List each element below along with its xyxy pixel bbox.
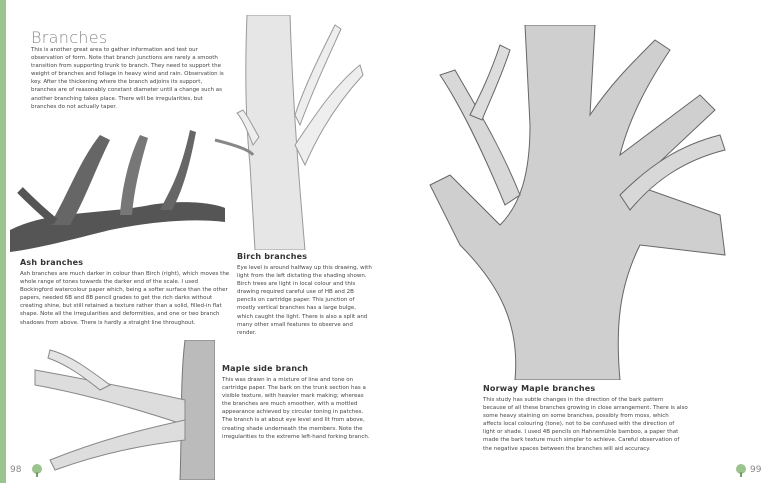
page-number-right: 99 (750, 465, 762, 475)
norway-maple-text: This study has subtle changes in the direction of the bark pattern because of all these branches growing in close arrangement. There is also some heavy staining on some branches, possibly from moss, which affects local colouring (tone), not to be confused with the direction of light or shade. I used 4B pencils on Hahnemühle bamboo, a paper that made the bark texture much simpler to achieve. Careful observation of the negative spaces between the branches will aid accuracy. (483, 397, 688, 452)
tree-icon (30, 463, 44, 477)
birch-heading: Birch branches (237, 252, 308, 261)
norway-maple-heading: Norway Maple branches (483, 384, 596, 393)
ash-heading: Ash branches (20, 258, 84, 267)
tree-icon (734, 463, 748, 477)
maple-side-section (222, 364, 370, 441)
maple-side-heading: Maple side branch (222, 364, 309, 373)
maple-side-branch-drawing (30, 340, 215, 480)
maple-side-text: This was drawn in a mixture of line and tone on cartridge paper. The bark on the trunk section has a visible texture, with heavier mark making; whereas the branches are much smoother, with a mottled appearance achieved by circular toning in patches. The branch is at about eye level and lit from above, creating shade underneath the members. Note the irregularities to the extreme left-hand forking branch. (222, 377, 370, 440)
intro-text: This is another great area to gather information and test our observation of form. Note that branch junctions are rarely a smooth transition from supporting trunk to branch. They need to support the weight of branches and foliage in heavy wind and rain. Observation is key. After the thickening where the branch adjoins its support, branches are of reasonably constant diameter until a change such as another branching takes place. There will be irregularities, but branches do not actually taper. (31, 47, 224, 110)
birch-section (237, 252, 372, 337)
page-number-left: 98 (10, 465, 22, 475)
ash-section (20, 258, 232, 327)
birch-branches-drawing (195, 15, 365, 250)
page-edge-accent (0, 0, 6, 483)
page-title: Branches (31, 28, 108, 47)
norway-maple-drawing (420, 25, 730, 380)
birch-text: Eye level is around halfway up this drawing, with light from the left dictating the shading shown. Birch trees are light in local colour and this drawing required careful use of HB and 2B pencils on cartridge paper. This junction of mostly vertical branches has a large bulge, which caught the light. There is also a split and many other small features to observe and render. (237, 265, 372, 336)
ash-text: Ash branches are much darker in colour than Birch (right), which moves the whole range of tones towards the darker end of the scale. I used Bockingford watercolour paper which, being a softer surface than the other papers, needed 6B and 8B pencil grades to get the rich darks without creating shine, but still retained a texture rather than a solid, filled-in flat shape. Note all the irregularities and deformities, and one or two branch shadows from above. There is hardly a straight line throughout. (20, 271, 230, 326)
norway-maple-section (483, 384, 688, 453)
